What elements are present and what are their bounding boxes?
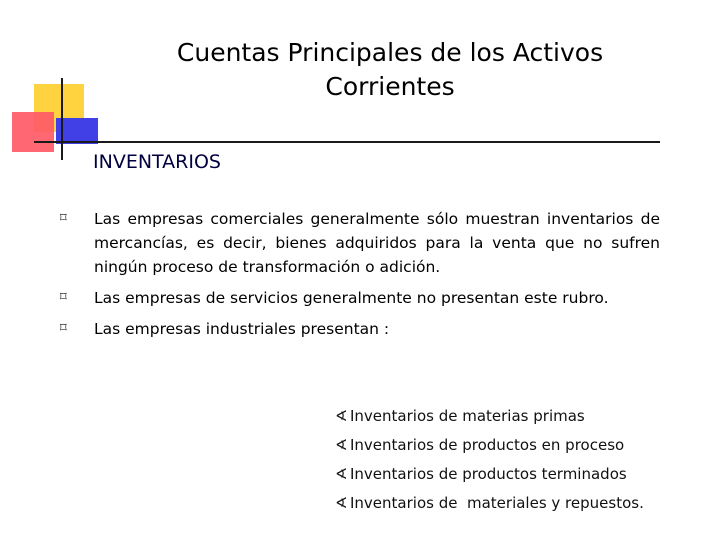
bullet-text: Las empresas comerciales generalmente sólo muestran inventarios de mercancías, es decir, bienes adquiridos para la venta que no sufren ningún proceso de transformación o adición.	[94, 210, 660, 276]
z-bullet-icon: ⌑	[60, 290, 67, 305]
list-item	[335, 460, 705, 489]
arrow-bullet-icon: ∢	[335, 465, 348, 483]
red-square-decoration	[12, 112, 54, 152]
horizontal-rule	[34, 141, 660, 143]
bullet-item	[60, 286, 660, 310]
slide-title-line-2: Corrientes	[325, 72, 455, 101]
list-item-text: Inventarios de materias primas	[350, 407, 585, 425]
bullet-list	[60, 207, 660, 348]
slide-title	[100, 36, 680, 104]
arrow-bullet-icon: ∢	[335, 436, 348, 454]
bullet-text: Las empresas industriales presentan :	[94, 320, 390, 338]
section-heading: INVENTARIOS	[93, 151, 221, 173]
bullet-item	[60, 207, 660, 279]
list-item-text: Inventarios de materiales y repuestos.	[350, 494, 644, 512]
arrow-bullet-icon: ∢	[335, 407, 348, 425]
list-item-text: Inventarios de productos terminados	[350, 465, 627, 483]
list-item	[335, 431, 705, 460]
bullet-item	[60, 317, 660, 341]
vertical-rule	[61, 78, 63, 160]
arrow-bullet-icon: ∢	[335, 494, 348, 512]
z-bullet-icon: ⌑	[60, 211, 67, 226]
z-bullet-icon: ⌑	[60, 321, 67, 336]
bullet-text: Las empresas de servicios generalmente no presentan este rubro.	[94, 289, 609, 307]
list-item	[335, 489, 705, 518]
inventory-types-list	[335, 402, 705, 518]
list-item	[335, 402, 705, 431]
slide-title-line-1: Cuentas Principales de los Activos	[176, 38, 604, 67]
list-item-text: Inventarios de productos en proceso	[350, 436, 625, 454]
